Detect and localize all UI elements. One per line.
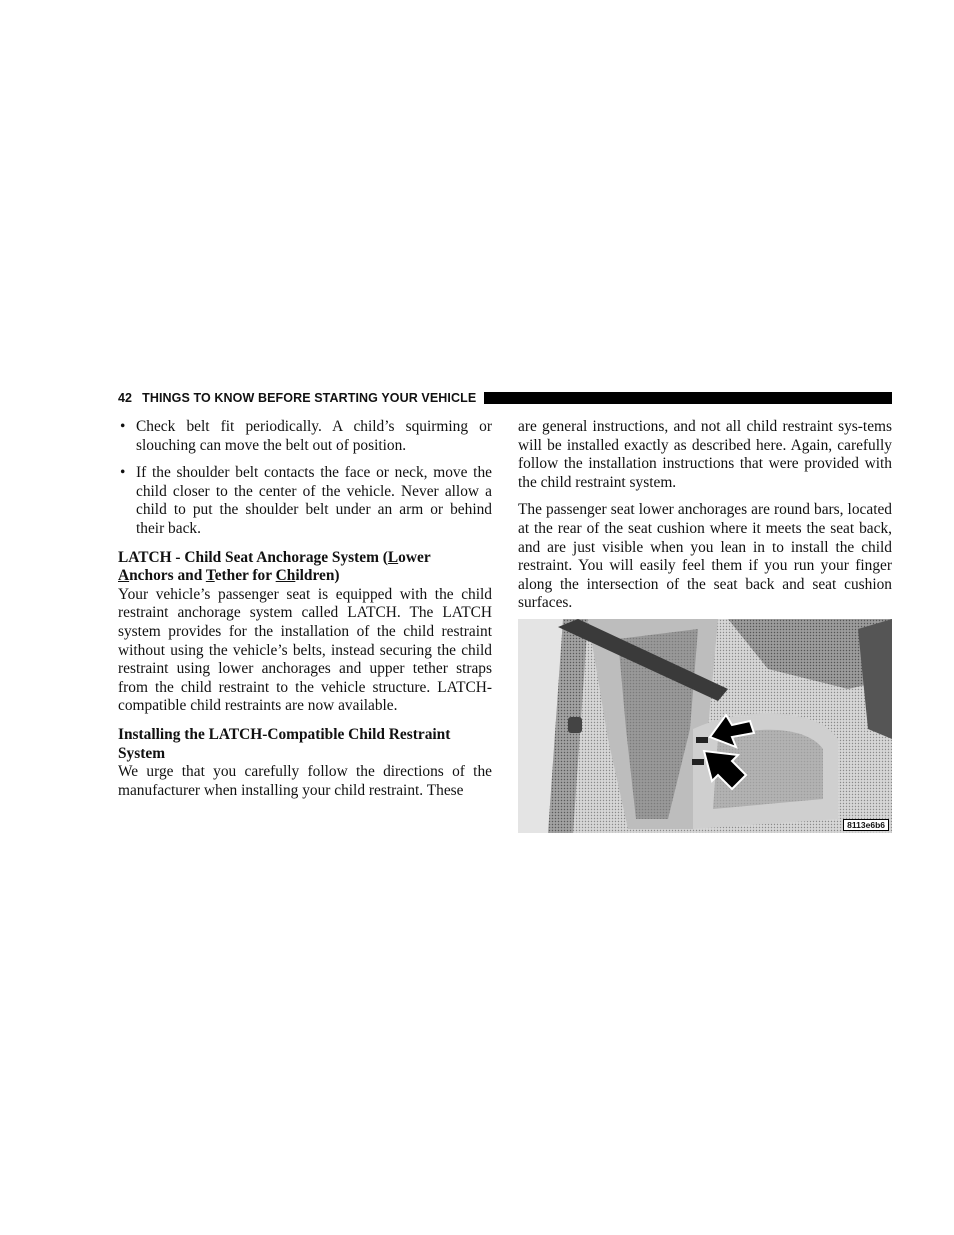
bullet-text: If the shoulder belt contacts the face or neck, move the child closer to the center of the vehicle. Never allow a child to put the shoulder belt under an arm or behind their back. [136, 464, 492, 537]
install-paragraph: We urge that you carefully follow the directions of the manufacturer when installing your child restraint. These [118, 763, 492, 799]
latch-heading: LATCH - Child Seat Anchorage System (Lower Anchors and Tether for Children) [118, 548, 431, 585]
page-header [118, 390, 892, 406]
general-instructions-paragraph: are general instructions, and not all child restraint sys-tems will be installed exactly as described here. Again, carefully follow the installation instructions that were provided with the child restraint system. [518, 418, 892, 491]
bullet-item [118, 418, 492, 455]
latch-paragraph: Your vehicle’s passenger seat is equipped with the child restraint anchorage system called LATCH. The LATCH system provides for the installation of the child restraint without using the vehicle’s belts, instead securing the child restraint using lower anchorages and upper tether straps from the child restraint to the vehicle structure. LATCH-compatible child restraints are now available. [118, 585, 492, 715]
install-heading: Installing the LATCH-Compatible Child Restraint System [118, 725, 451, 762]
running-title: THINGS TO KNOW BEFORE STARTING YOUR VEHICLE [142, 391, 477, 405]
bullet-icon: • [120, 464, 126, 482]
seat-illustration [518, 619, 892, 833]
bullet-item [118, 464, 492, 538]
right-column [518, 418, 892, 833]
bullet-icon: • [120, 418, 126, 435]
header-rule [484, 392, 892, 404]
figure-code-label: 8113e6b6 [843, 819, 889, 831]
seat-anchorage-figure [518, 619, 892, 833]
bullet-text: Check belt fit periodically. A child’s squirming or slouching can move the belt out of position. [136, 418, 492, 454]
page-number: 42 [118, 391, 133, 405]
lower-anchorages-paragraph: The passenger seat lower anchorages are round bars, located at the rear of the seat cushion where it meets the seat back, and are just visible when you lean in to install the child restraint. You will easily feel them if you run your finger along the intersection of the seat back and seat cushion surfaces. [518, 501, 892, 612]
left-column [118, 418, 492, 800]
bullet-list [118, 418, 492, 539]
